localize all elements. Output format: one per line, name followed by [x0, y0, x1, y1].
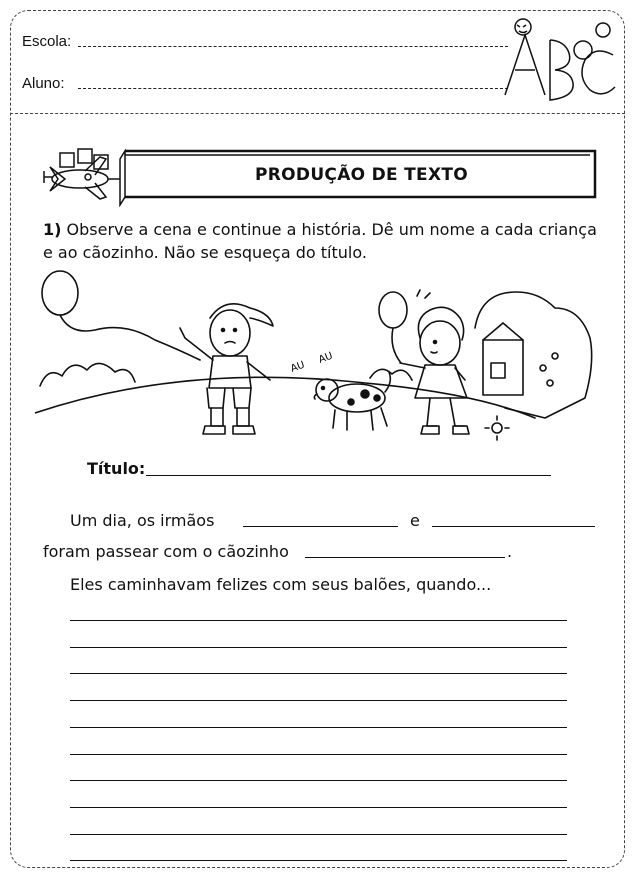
title-field[interactable]: [146, 475, 551, 476]
student-field[interactable]: [78, 88, 508, 89]
writing-line[interactable]: [70, 780, 567, 781]
student-label: Aluno:: [22, 75, 65, 92]
question-number: 1): [43, 220, 62, 239]
dog-bark-1: AU: [289, 359, 307, 375]
dog-bark-2: AU: [317, 350, 335, 366]
question-text: Observe a cena e continue a história. Dê um nome a cada criança e ao cãozinho. Não se esqueça do título.: [43, 220, 597, 262]
banner-title: PRODUÇÃO DE TEXTO: [255, 165, 469, 185]
story-line2-end: .: [507, 542, 513, 561]
sibling2-name-field[interactable]: [432, 526, 595, 527]
story-line1-mid: e: [410, 511, 420, 530]
writing-line[interactable]: [70, 700, 567, 701]
school-field[interactable]: [78, 46, 508, 47]
writing-line[interactable]: [70, 727, 567, 728]
writing-line[interactable]: [70, 807, 567, 808]
header-separator: [10, 113, 625, 114]
story-line3: Eles caminhavam felizes com seus balões, quando...: [70, 575, 492, 594]
writing-line[interactable]: [70, 673, 567, 674]
writing-line[interactable]: [70, 754, 567, 755]
title-label: Título:: [87, 459, 146, 478]
writing-line[interactable]: [70, 620, 567, 621]
writing-line[interactable]: [70, 860, 567, 861]
story-line1-start: Um dia, os irmãos: [70, 511, 215, 530]
dog-name-field[interactable]: [305, 557, 505, 558]
scene-illustration: [35, 268, 605, 448]
question-1: [43, 218, 608, 264]
sibling1-name-field[interactable]: [243, 526, 398, 527]
story-line2-start: foram passear com o cãozinho: [43, 542, 289, 561]
writing-line[interactable]: [70, 834, 567, 835]
school-label: Escola:: [22, 33, 72, 50]
abc-letters-illustration: [495, 15, 620, 110]
writing-line[interactable]: [70, 647, 567, 648]
